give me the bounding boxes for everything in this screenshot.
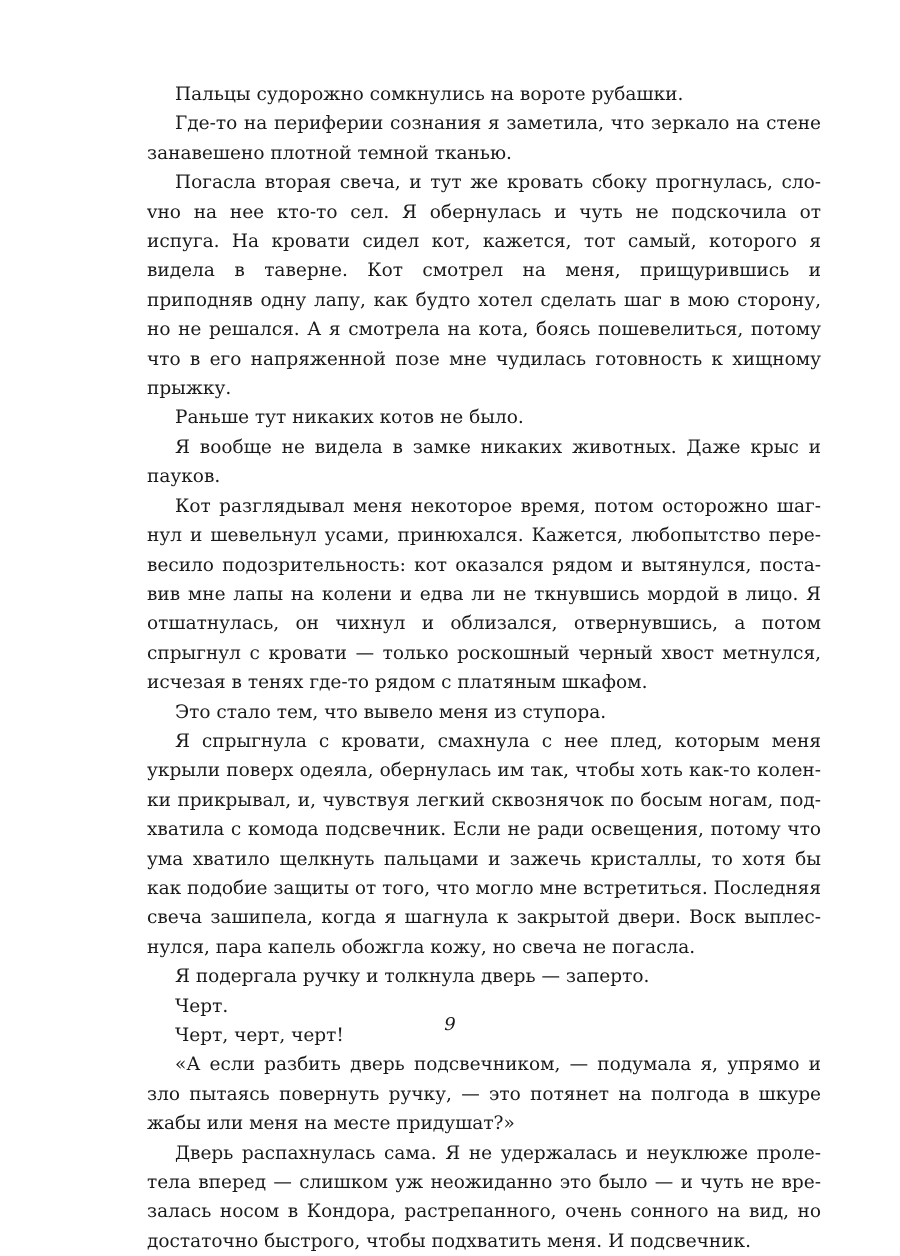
paragraph: «А если разбить дверь подсвечником, — подумала я, упрямо и зло пытаясь повернуть ручку, — это потянет на полгода в шкуре жабы или меня на месте придушат?» — [147, 1054, 821, 1135]
paragraph: Я подергала ручку и толкнула дверь — заперто. — [175, 966, 650, 988]
paragraph: Черт, черт, черт! — [175, 1025, 344, 1046]
paragraph: Погасла вторая свеча, и тут же кровать сбоку прогнулась, слоvно на нее кто-то сел. Я обернулась и чуть не подскочила от испуга. На кровати сидел кот, кажется, тот самый, которого я видела в таверне. Кот смотрел на меня, прищурившись и приподняв одну лапу, как будто хотел сделать шаг в мою сторону, но не решался. А я смотрела на кота, боясь пошевелиться, потому что в его напряженной позе мне чудилась готовность к хищному прыжку. — [147, 172, 821, 400]
paragraph: Я вообще не видела в замке никаких животных. Даже крыс и пауков. — [147, 436, 821, 488]
paragraph: Это стало тем, что вывело меня из ступора. — [175, 701, 607, 723]
paragraph: Пальцы судорожно сомкнулись на вороте рубашки. — [175, 84, 684, 105]
paragraph: Где-то на периферии сознания я заметила, что зеркало на стене занавешено плотной темной тканью. — [147, 113, 821, 164]
paragraph: Я спрыгнула с кровати, смахнула с нее плед, которым меня укрыли поверх одеяла, обернулась им так, чтобы хоть как-то коленки прикрывал, и, чувствуя легкий сквознячок по босым ногам, подхватила с комода подсвечник. Если не ради освещения, потому что ума хватило щелкнуть пальцами и зажечь кристаллы, то хотя бы как подобие защиты от того, что могло мне встретиться. Последняя свеча зашипела, когда я шагнула к закрытой двери. Воск выплеснулся, пара капель обожгла кожу, но свеча не погасла. — [147, 730, 821, 958]
paragraph: Дверь распахнулась сама. Я не удержалась и неуклюже пролетела вперед — слишком уж неожиданно это было — и чуть не врезалась носом в Кондора, растрепанного, очень сонного на вид, но достаточно быстрого, чтобы подхватить меня. И подсвечник. — [147, 1142, 821, 1252]
page-number: 9 — [444, 1014, 456, 1035]
paragraph: Раньше тут никаких котов не было. — [175, 407, 524, 429]
paragraph: Кот разглядывал меня некоторое время, потом осторожно шагнул и шевельнул усами, принюхался. Кажется, любопытство перевесило подозрительность: кот оказался рядом и вытянулся, поставив мне лапы на колени и едва ли не ткнувшись мордой в лицо. Я отшатнулась, он чихнул и облизался, отвернувшись, а потом спрыгнул с кровати — только роскошный черный хвост метнулся, исчезая в тенях где-то рядом с платяным шкафом. — [147, 495, 821, 694]
book-page-text — [147, 80, 821, 1256]
paragraph: Черт. — [175, 995, 229, 1017]
